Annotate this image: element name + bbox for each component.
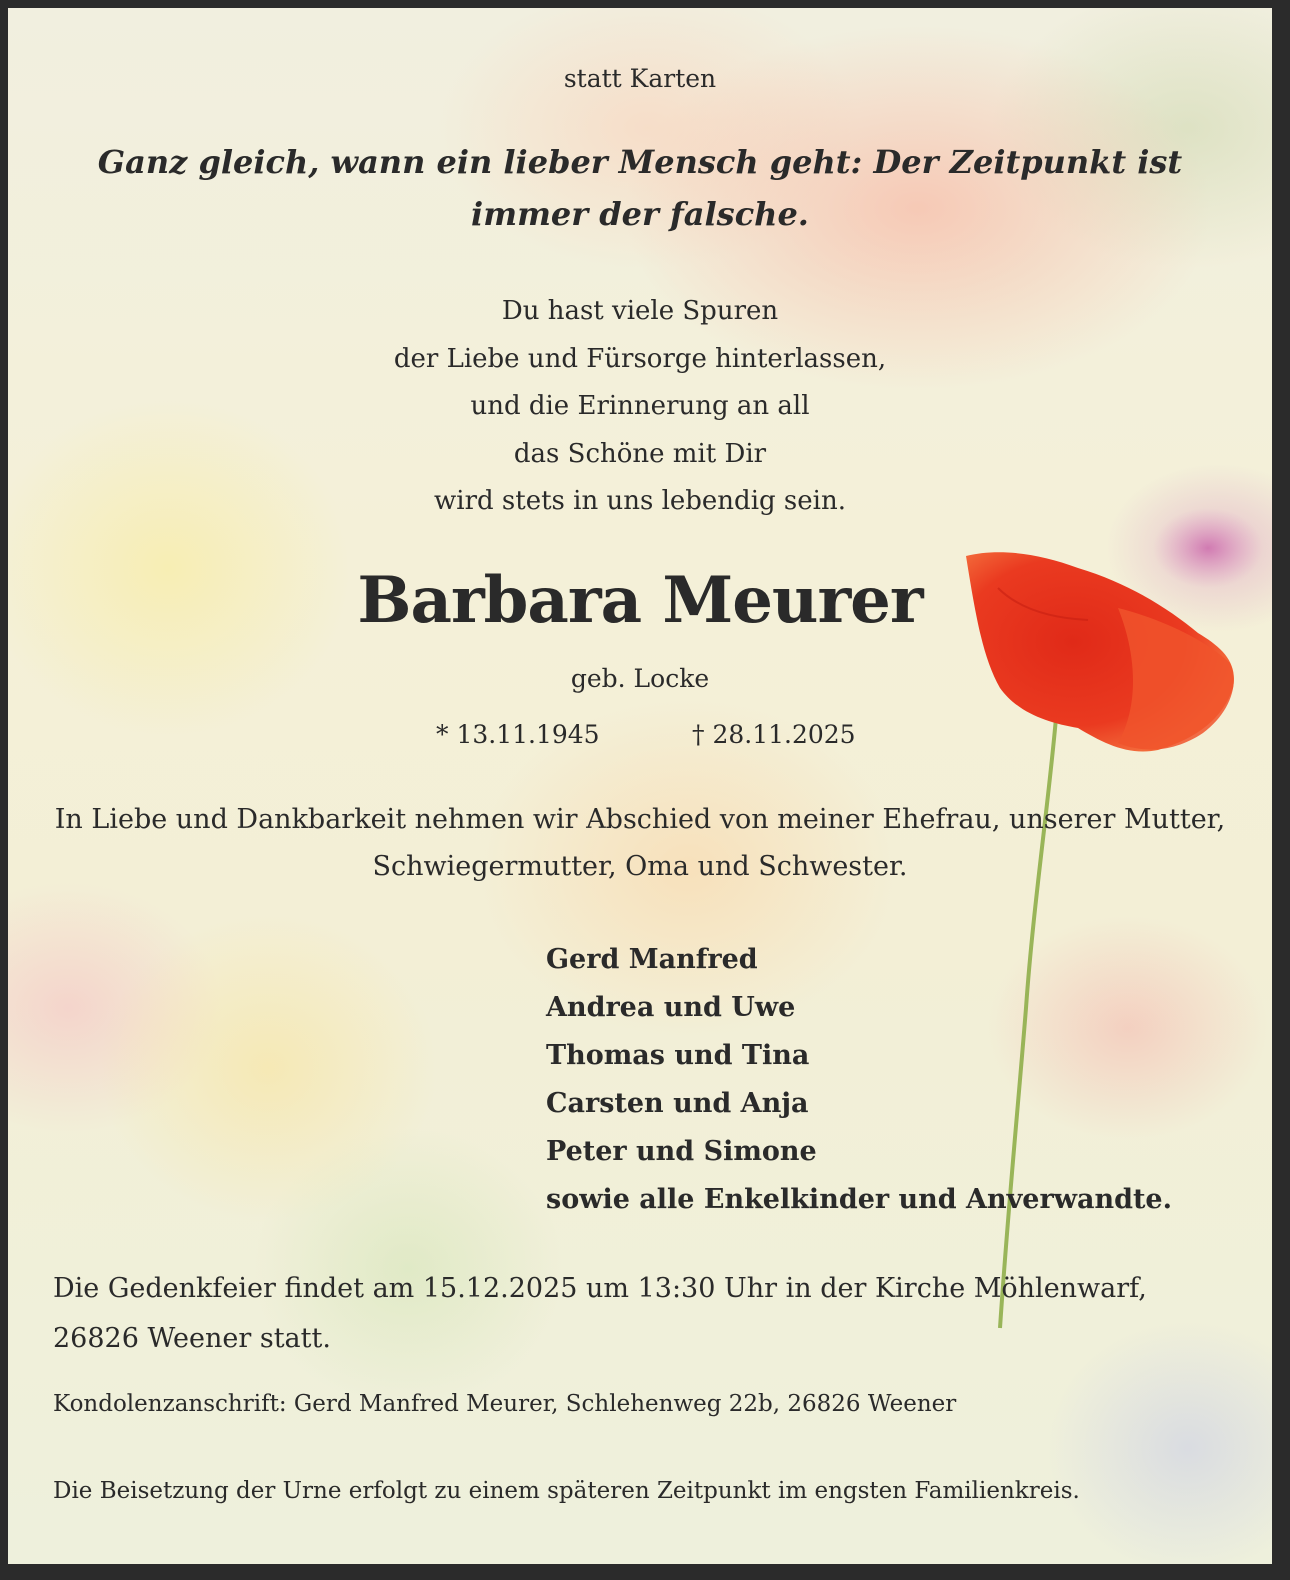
motto-quote: Ganz gleich, wann ein lieber Mensch geht: Der Zeitpunkt ist immer der falsche.	[97, 143, 1183, 233]
mourner: Gerd Manfred	[546, 944, 758, 975]
poem-line: wird stets in uns lebendig sein.	[434, 486, 846, 516]
birth-name: geb. Locke	[570, 664, 710, 693]
poem-line: der Liebe und Fürsorge hinterlassen,	[393, 343, 887, 374]
mourner: Peter und Simone	[546, 1136, 817, 1167]
ceremony-info: Die Gedenkfeier findet am 15.12.2025 um 13:30 Uhr in der Kirche Möhlenwarf, 26826 Weener statt.	[53, 1273, 1147, 1354]
birth-date: * 13.11.1945	[436, 720, 600, 749]
obituary-card	[8, 8, 1272, 1564]
condolence-address: Kondolenzanschrift: Gerd Manfred Meurer, Schlehenweg 22b, 26826 Weener	[53, 1391, 957, 1417]
intro-line: statt Karten	[563, 64, 717, 93]
farewell-text: In Liebe und Dankbarkeit nehmen wir Abschied von meiner Ehefrau, unserer Mutter, Schwiegermutter, Oma und Schwester.	[54, 804, 1226, 882]
mourner: Thomas und Tina	[546, 1040, 810, 1071]
poem	[8, 288, 1272, 526]
mourner: sowie alle Enkelkinder und Anverwandte.	[546, 1184, 1173, 1215]
death-date: † 28.11.2025	[692, 720, 856, 749]
poem-line: Du hast viele Spuren	[501, 296, 779, 326]
poem-line: das Schöne mit Dir	[513, 438, 767, 469]
mourner: Carsten und Anja	[546, 1088, 809, 1119]
mourners-list	[546, 936, 1172, 1224]
deceased-name: Barbara Meurer	[357, 563, 923, 638]
mourner: Andrea und Uwe	[546, 992, 796, 1023]
poem-line: und die Erinnerung an all	[470, 391, 810, 421]
burial-info: Die Beisetzung der Urne erfolgt zu einem späteren Zeitpunkt im engsten Familienkreis.	[53, 1478, 1080, 1504]
